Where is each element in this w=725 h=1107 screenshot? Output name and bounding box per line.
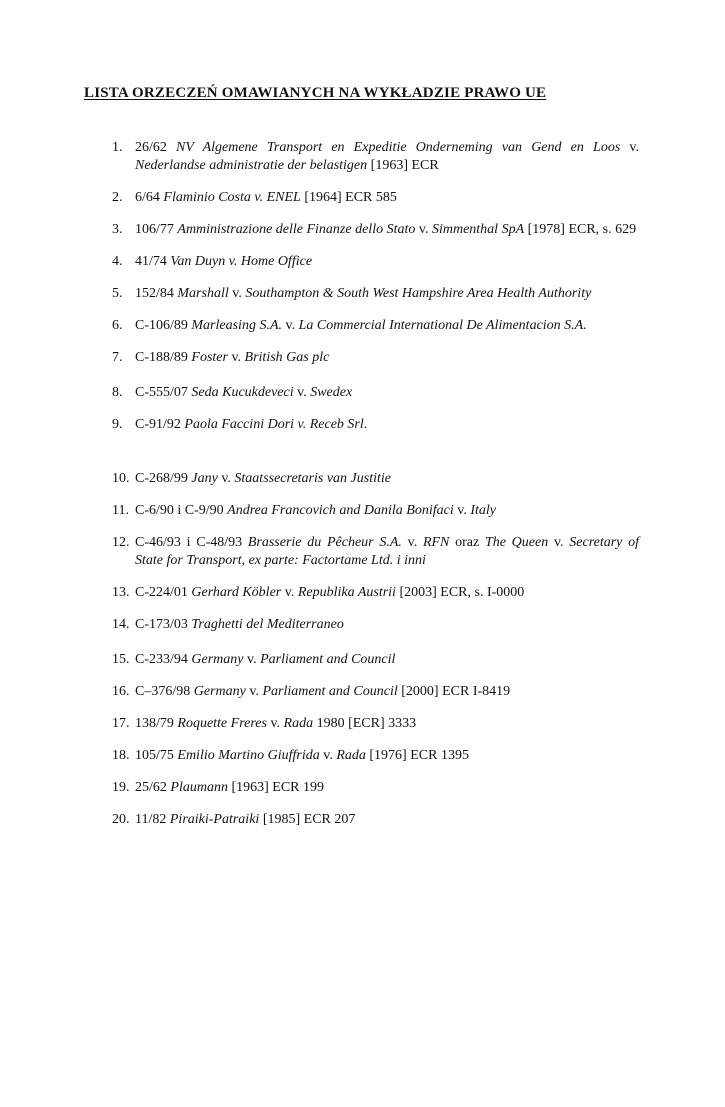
list-item [112,584,639,602]
list-item [112,253,639,271]
case-reference: 26/62 [135,140,177,155]
case-name: Andrea Francovich and Danila Bonifaci [227,503,454,518]
item-number: 7. [112,350,123,365]
case-reference: v. [228,286,246,301]
item-text [135,684,510,699]
item-number: 20. [112,812,130,827]
case-name: Republika Austrii [297,585,396,600]
case-reference: 152/84 [135,286,178,301]
case-reference: v. [243,652,261,667]
case-name: Emilio Martino Giuffrida [177,748,320,763]
case-reference: C-233/94 [135,652,192,667]
case-reference: oraz [449,535,485,550]
list-item [112,384,639,402]
case-reference: [1978] ECR, s. 629 [524,222,637,237]
item-text [135,748,469,763]
item-number: 13. [112,585,130,600]
item-text [135,585,524,600]
case-reference: v. [453,503,471,518]
case-reference: C-268/99 [135,471,192,486]
case-reference: . [363,417,368,432]
case-name: Marleasing S.A. [191,318,282,333]
case-name: Paola Faccini Dori v. Receb Srl [184,417,364,432]
case-name: Parliament and Council [262,684,398,699]
item-number: 5. [112,286,123,301]
case-reference: C-188/89 [135,350,192,365]
item-number: 18. [112,748,130,763]
case-reference: [1964] ECR 585 [300,190,397,205]
case-name: British Gas plc [244,350,330,365]
list-item [112,221,639,239]
item-text [135,190,397,205]
case-name: NV Algemene Transport en Expeditie Onderneming van Gend en Loos [176,140,621,155]
case-name: Gerhard Köbler [191,585,282,600]
case-reference: C-106/89 [135,318,192,333]
case-reference: C-6/90 i C-9/90 [135,503,228,518]
item-text [135,318,587,333]
item-text [135,417,367,432]
item-text [135,385,352,400]
case-name: Rada [283,716,314,731]
case-list [0,139,725,829]
case-name: Foster [191,350,228,365]
item-number: 9. [112,417,123,432]
case-name: Flaminio Costa v. ENEL [163,190,301,205]
item-number: 15. [112,652,130,667]
list-item [112,349,639,367]
case-reference: v. [548,535,570,550]
case-reference: [2000] ECR I-8419 [397,684,511,699]
case-name: RFN [422,535,450,550]
document-page [0,83,725,1107]
item-number: 17. [112,716,130,731]
case-reference: C-46/93 i C-48/93 [135,535,248,550]
item-text [135,222,636,237]
case-name: Piraiki-Patraiki [169,812,260,827]
item-number: 8. [112,385,123,400]
case-name: Rada [336,748,366,763]
case-name: Seda Kucukdeveci [191,385,294,400]
case-reference: v. [620,140,640,155]
item-number: 10. [112,471,130,486]
list-item [112,317,639,335]
case-name: Roquette Freres [177,716,267,731]
case-reference: 106/77 [135,222,178,237]
case-name: La Commercial International De Alimentacion S.A. [298,318,587,333]
case-name: Simmenthal SpA [431,222,525,237]
case-name: Brasserie du Pêcheur S.A. [247,535,402,550]
case-reference: [1985] ECR 207 [259,812,356,827]
list-item [112,470,639,488]
item-text [135,140,639,173]
case-name: Parliament and Council [260,652,396,667]
item-text [135,471,391,486]
case-reference: 105/75 [135,748,178,763]
case-name: Amministrazione delle Finanze dello Stato [177,222,416,237]
case-reference: v. [401,535,423,550]
case-reference: C–376/98 [135,684,194,699]
case-name: Secretary of State for Transport, ex parte: Factortame Ltd. i inni [135,535,640,568]
case-reference: C-173/03 [135,617,192,632]
list-item [112,139,639,175]
case-reference: [1976] ECR 1395 [365,748,469,763]
case-reference: 41/74 [135,254,171,269]
item-text [135,617,344,632]
page-title: LISTA ORZECZEŃ OMAWIANYCH NA WYKŁADZIE PRAWO UE [84,85,547,101]
case-reference: C-555/07 [135,385,192,400]
item-number: 19. [112,780,130,795]
item-text [135,780,324,795]
case-reference: v. [245,684,263,699]
list-item [112,747,639,765]
case-name: Southampton & South West Hampshire Area Health Authority [245,286,592,301]
case-name: Nederlandse administratie der belastigen [135,158,368,173]
list-item [112,683,639,701]
case-name: Plaumann [170,780,228,795]
case-reference: v. [281,585,298,600]
item-number: 11. [112,503,129,518]
list-item [112,502,639,520]
item-number: 3. [112,222,123,237]
item-text [135,503,496,518]
case-reference: [1963] ECR 199 [227,780,325,795]
item-number: 2. [112,190,123,205]
case-name: Van Duyn v. Home Office [170,254,313,269]
case-reference: v. [415,222,432,237]
case-reference: v. [282,318,299,333]
case-name: The Queen [484,535,549,550]
item-text [135,716,416,731]
list-item [112,779,639,797]
case-name: Staatssecretaris van Justitie [234,471,391,486]
case-reference: 25/62 [135,780,171,795]
case-name: Traghetti del Mediterraneo [191,617,344,632]
list-item [112,416,639,434]
list-item [112,534,639,570]
case-name: Jany [191,471,218,486]
case-reference: v. [227,350,245,365]
item-number: 14. [112,617,130,632]
item-number: 12. [112,535,130,550]
list-item [112,715,639,733]
case-reference: v. [293,385,311,400]
item-text [135,286,591,301]
case-reference: v. [319,748,337,763]
case-reference: 1980 [ECR] 3333 [313,716,417,731]
case-reference: 138/79 [135,716,178,731]
list-item [112,811,639,829]
item-number: 1. [112,140,123,155]
case-reference: 6/64 [135,190,164,205]
item-text [135,812,355,827]
case-reference: v. [217,471,235,486]
list-item [112,285,639,303]
item-text [135,254,312,269]
case-name: Germany [193,684,246,699]
item-text [135,652,395,667]
case-reference: v. [266,716,284,731]
item-text [135,535,639,568]
list-item [112,189,639,207]
item-number: 4. [112,254,123,269]
case-reference: 11/82 [135,812,170,827]
item-text [135,350,329,365]
case-name: Italy [470,503,496,518]
list-item [112,651,639,669]
item-number: 6. [112,318,123,333]
case-reference: C-91/92 [135,417,185,432]
item-number: 16. [112,684,130,699]
case-reference: [2003] ECR, s. I-0000 [395,585,525,600]
case-name: Germany [191,652,244,667]
list-item [112,616,639,634]
case-reference: C-224/01 [135,585,192,600]
case-reference: [1963] ECR [367,158,439,173]
case-name: Swedex [310,385,353,400]
case-name: Marshall [177,286,229,301]
